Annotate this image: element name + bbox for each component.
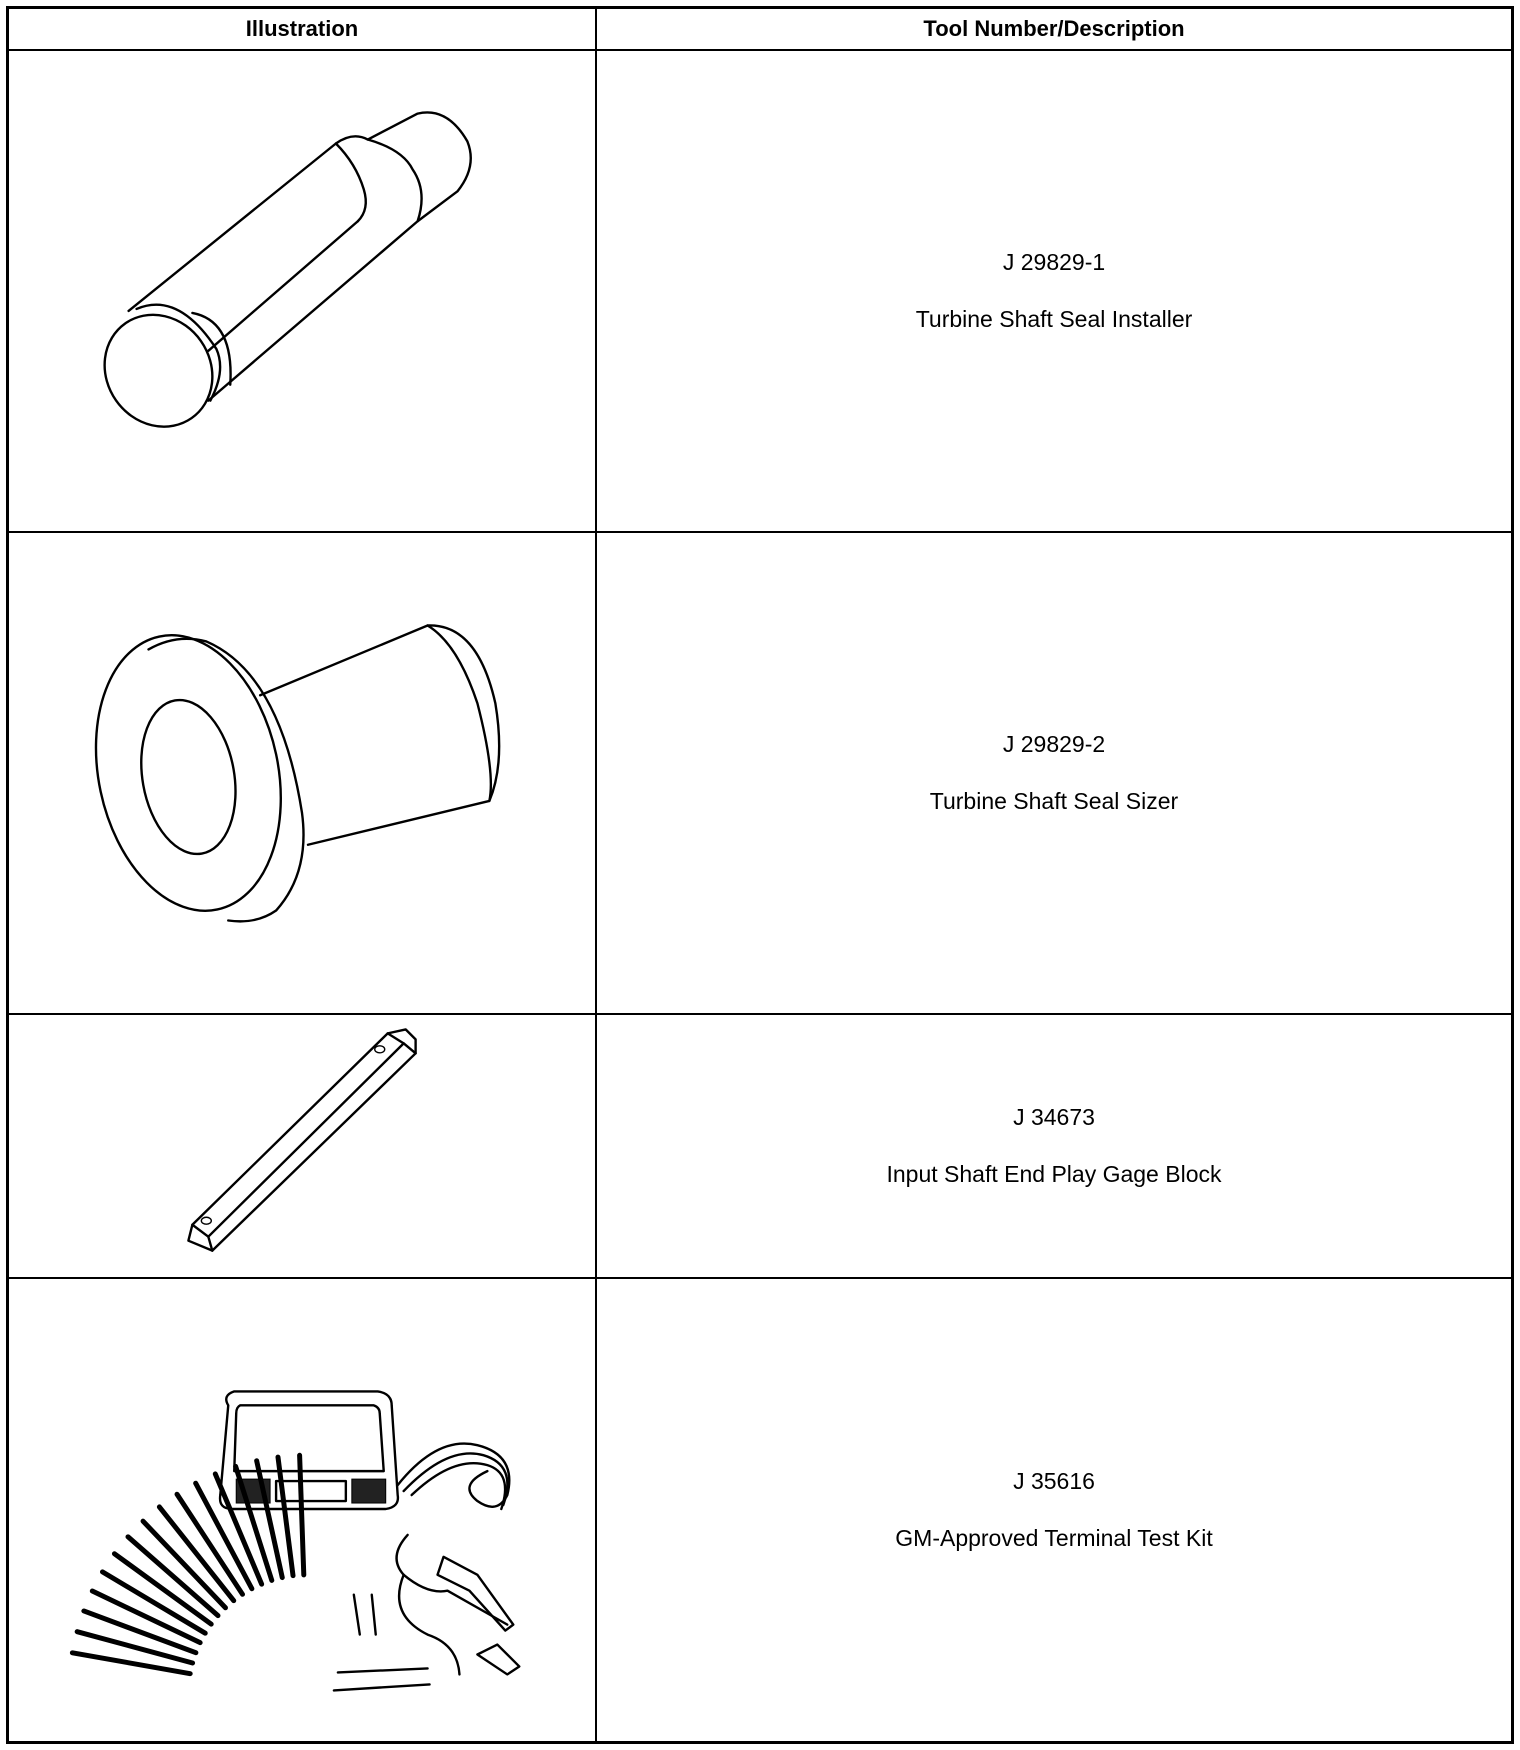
seal-sizer-icon xyxy=(9,533,595,1013)
illustration-cell xyxy=(9,1015,597,1279)
tool-description: Input Shaft End Play Gage Block xyxy=(886,1161,1222,1187)
illustration-cell xyxy=(9,533,597,1015)
header-tool-description: Tool Number/Description xyxy=(597,9,1511,51)
terminal-test-kit-icon xyxy=(9,1295,595,1725)
illustration-cell xyxy=(9,51,597,533)
tool-description: GM-Approved Terminal Test Kit xyxy=(895,1525,1213,1551)
tool-number: J 29829-1 xyxy=(1002,249,1106,275)
tool-description-cell xyxy=(597,1279,1511,1741)
gage-block-icon xyxy=(9,1015,595,1277)
terminal-pin-icon xyxy=(300,1455,304,1575)
tool-number: J 35616 xyxy=(1013,1468,1095,1494)
header-illustration: Illustration xyxy=(9,9,597,51)
tool-table xyxy=(6,6,1514,1744)
tool-description-cell xyxy=(597,51,1511,533)
tool-number: J 29829-2 xyxy=(1002,731,1106,757)
tool-description-cell xyxy=(597,533,1511,1015)
tool-description: Turbine Shaft Seal Installer xyxy=(915,306,1193,332)
tool-description: Turbine Shaft Seal Sizer xyxy=(929,788,1179,814)
seal-installer-icon xyxy=(9,51,595,531)
terminal-pin-icon xyxy=(143,1521,225,1608)
tool-number: J 34673 xyxy=(1013,1104,1095,1130)
illustration-cell xyxy=(9,1279,597,1741)
tool-description-cell xyxy=(597,1015,1511,1279)
